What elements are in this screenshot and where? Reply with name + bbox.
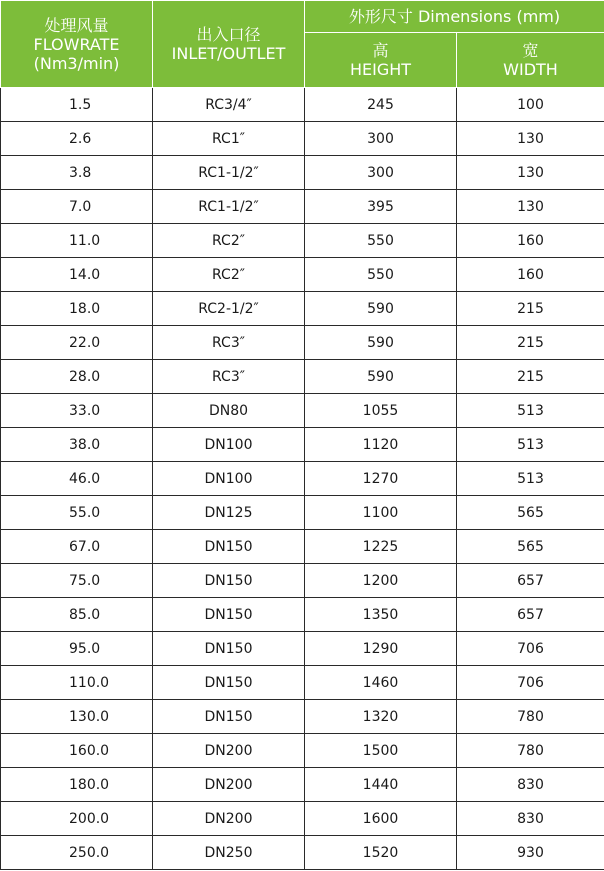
height-cell: 590 [305,326,457,360]
flowrate-cell: 7.0 [1,190,153,224]
table-row [1,88,604,122]
inlet-cell: DN250 [153,836,305,870]
height-header-en: HEIGHT [349,60,412,79]
inlet-cell: DN150 [153,598,305,632]
height-cell: 1100 [305,496,457,530]
width-cell: 130 [457,190,604,224]
inlet-cell: RC1-1/2″ [153,190,305,224]
table-row [1,122,604,156]
flowrate-cell: 18.0 [1,292,153,326]
height-cell: 1290 [305,632,457,666]
width-cell: 215 [457,326,604,360]
flowrate-cell: 3.8 [1,156,153,190]
height-cell: 1440 [305,768,457,802]
dimensions-header: 外形尺寸 Dimensions (mm) [305,1,604,33]
table-row [1,768,604,802]
inlet-cell: RC2″ [153,224,305,258]
width-cell: 565 [457,496,604,530]
height-cell: 300 [305,156,457,190]
flowrate-cell: 95.0 [1,632,153,666]
inlet-cell: DN150 [153,564,305,598]
table-row [1,224,604,258]
height-cell: 1500 [305,734,457,768]
table-row [1,462,604,496]
width-cell: 513 [457,428,604,462]
flowrate-header [1,1,153,88]
flowrate-cell: 130.0 [1,700,153,734]
height-cell: 550 [305,258,457,292]
flowrate-cell: 28.0 [1,360,153,394]
width-cell: 830 [457,802,604,836]
width-header-cn: 宽 [522,41,539,60]
height-cell: 1320 [305,700,457,734]
flowrate-cell: 200.0 [1,802,153,836]
table-body [1,88,604,870]
flowrate-cell: 75.0 [1,564,153,598]
flowrate-cell: 2.6 [1,122,153,156]
table-row [1,360,604,394]
flowrate-cell: 14.0 [1,258,153,292]
height-cell: 1600 [305,802,457,836]
flowrate-cell: 250.0 [1,836,153,870]
width-cell: 130 [457,156,604,190]
table-row [1,802,604,836]
flowrate-header-cn: 处理风量 [44,15,109,35]
flowrate-cell: 33.0 [1,394,153,428]
inlet-cell: DN150 [153,666,305,700]
width-cell: 215 [457,360,604,394]
width-cell: 780 [457,734,604,768]
height-cell: 590 [305,360,457,394]
table-row [1,734,604,768]
inlet-cell: DN80 [153,394,305,428]
inlet-cell: DN150 [153,632,305,666]
flowrate-cell: 55.0 [1,496,153,530]
width-cell: 780 [457,700,604,734]
flowrate-cell: 22.0 [1,326,153,360]
table-row [1,496,604,530]
height-cell: 1225 [305,530,457,564]
inlet-header-en: INLET/OUTLET [171,44,286,63]
table-row [1,530,604,564]
flowrate-cell: 180.0 [1,768,153,802]
width-cell: 706 [457,666,604,700]
height-cell: 550 [305,224,457,258]
inlet-cell: DN100 [153,462,305,496]
table-row [1,428,604,462]
height-cell: 1200 [305,564,457,598]
table-row [1,258,604,292]
inlet-cell: RC3″ [153,326,305,360]
inlet-cell: DN200 [153,802,305,836]
width-cell: 160 [457,224,604,258]
flowrate-cell: 1.5 [1,88,153,122]
table-row [1,666,604,700]
table-row [1,292,604,326]
flowrate-cell: 85.0 [1,598,153,632]
table-row [1,836,604,870]
table-row [1,326,604,360]
inlet-cell: RC3/4″ [153,88,305,122]
table-row [1,394,604,428]
flowrate-cell: 38.0 [1,428,153,462]
width-cell: 657 [457,598,604,632]
header-row-top [1,1,604,33]
inlet-header [153,1,305,88]
table-row [1,564,604,598]
width-cell: 100 [457,88,604,122]
flowrate-cell: 160.0 [1,734,153,768]
height-cell: 300 [305,122,457,156]
flowrate-cell: 46.0 [1,462,153,496]
height-cell: 1270 [305,462,457,496]
inlet-cell: DN125 [153,496,305,530]
flowrate-cell: 67.0 [1,530,153,564]
inlet-cell: RC3″ [153,360,305,394]
width-cell: 657 [457,564,604,598]
inlet-cell: RC2″ [153,258,305,292]
width-header [457,33,604,88]
inlet-header-cn: 出入口径 [196,25,261,44]
height-cell: 1055 [305,394,457,428]
inlet-cell: DN150 [153,530,305,564]
inlet-cell: RC1-1/2″ [153,156,305,190]
width-cell: 130 [457,122,604,156]
table-row [1,156,604,190]
table-row [1,190,604,224]
height-cell: 395 [305,190,457,224]
inlet-cell: RC1″ [153,122,305,156]
width-cell: 215 [457,292,604,326]
height-cell: 1520 [305,836,457,870]
flowrate-cell: 11.0 [1,224,153,258]
width-cell: 706 [457,632,604,666]
flowrate-header-en: FLOWRATE [33,34,120,54]
width-header-en: WIDTH [503,60,558,79]
height-cell: 1460 [305,666,457,700]
height-cell: 1350 [305,598,457,632]
flowrate-header-unit: (Nm3/min) [33,53,120,73]
inlet-cell: DN200 [153,768,305,802]
width-cell: 513 [457,462,604,496]
height-cell: 590 [305,292,457,326]
inlet-cell: RC2-1/2″ [153,292,305,326]
inlet-cell: DN150 [153,700,305,734]
table-row [1,700,604,734]
height-cell: 1120 [305,428,457,462]
height-cell: 245 [305,88,457,122]
width-cell: 565 [457,530,604,564]
width-cell: 930 [457,836,604,870]
table-row [1,632,604,666]
height-header-cn: 高 [372,41,389,60]
inlet-cell: DN100 [153,428,305,462]
width-cell: 830 [457,768,604,802]
table-row [1,598,604,632]
width-cell: 160 [457,258,604,292]
width-cell: 513 [457,394,604,428]
inlet-cell: DN200 [153,734,305,768]
flowrate-cell: 110.0 [1,666,153,700]
height-header [305,33,457,88]
